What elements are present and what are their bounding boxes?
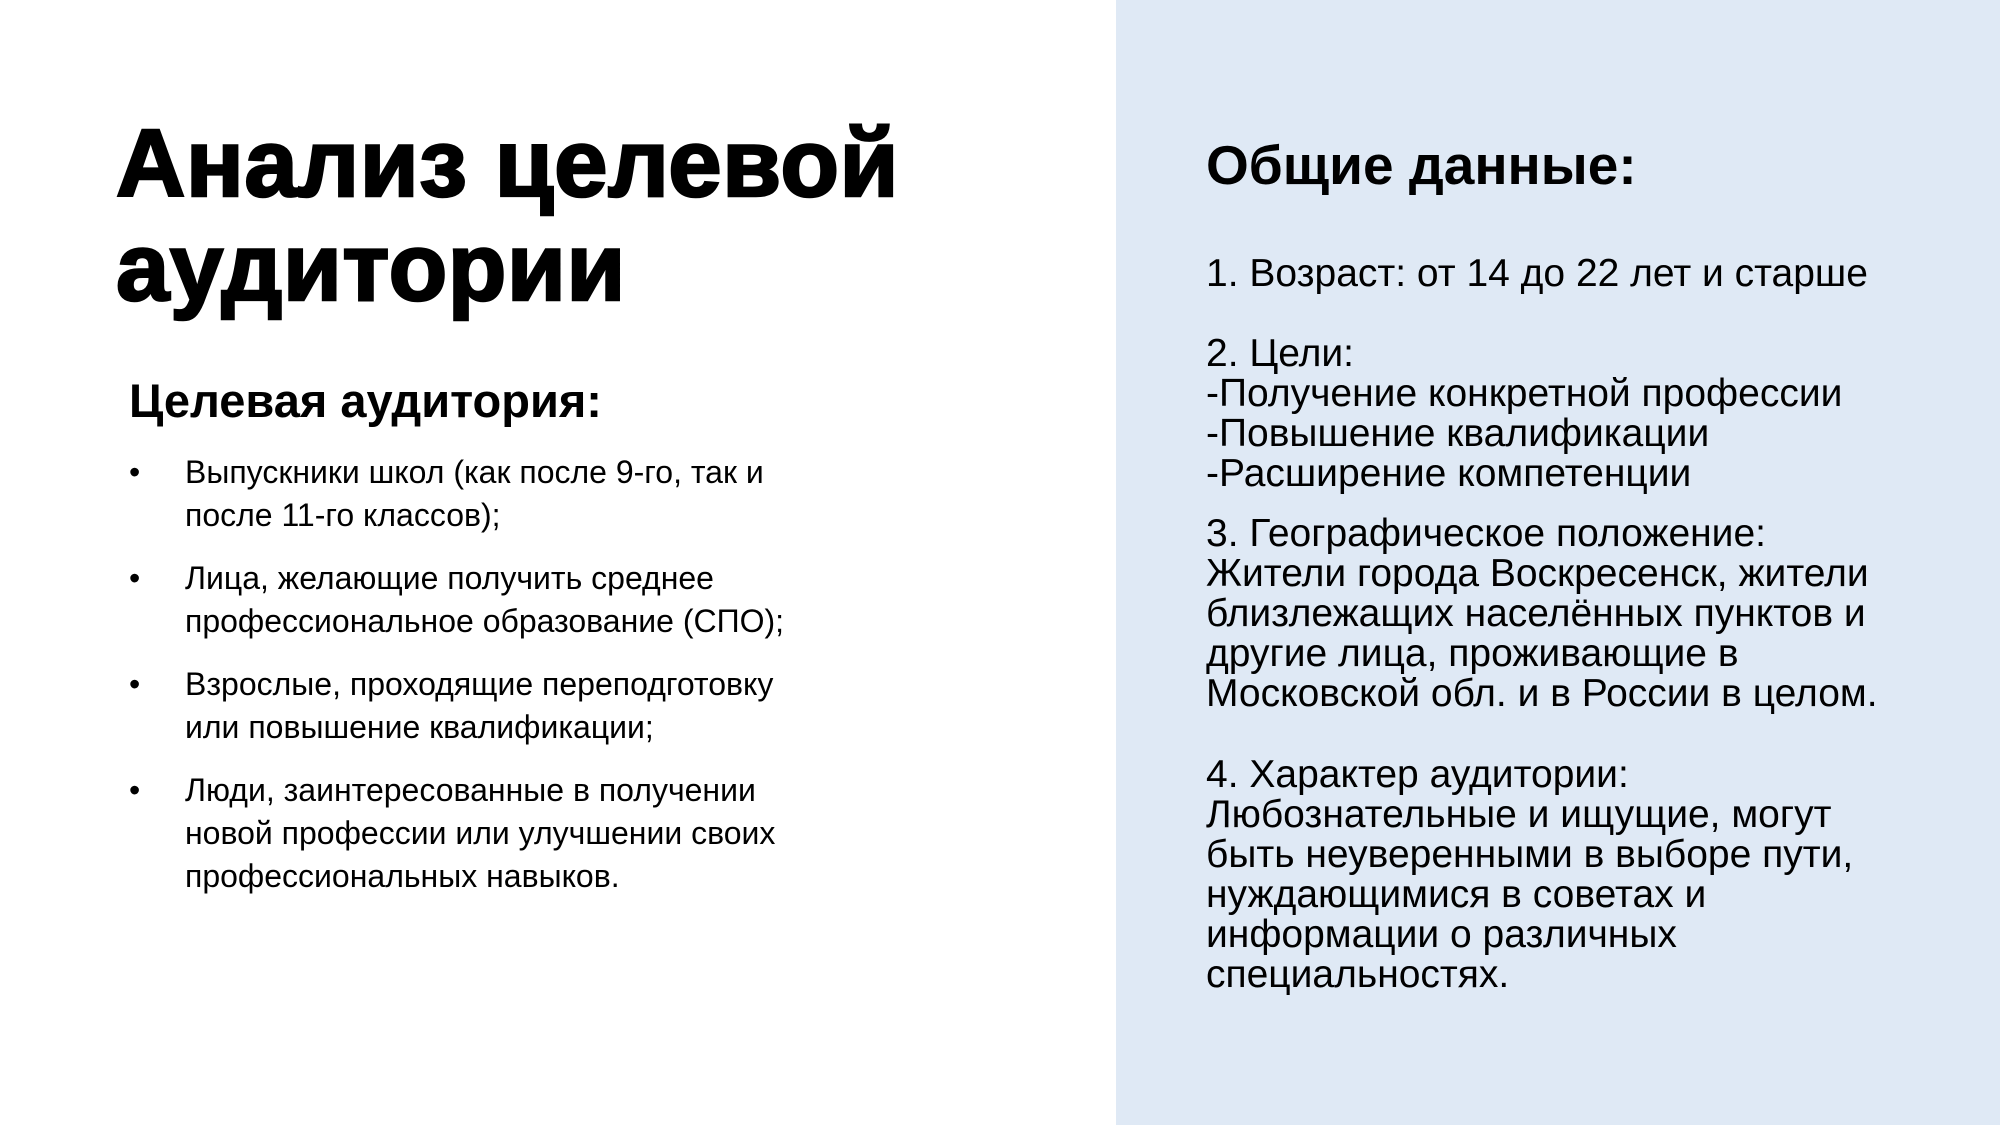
list-item-text: Взрослые, проходящие переподготовку: [185, 666, 774, 702]
geography-text: близлежащих населённых пунктов и: [1206, 592, 1866, 635]
character-text: специальностях.: [1206, 953, 1510, 996]
slide-title-line: Анализ целевой: [116, 110, 900, 217]
list-item-text: после 11-го классов);: [185, 497, 501, 533]
character-section: [1206, 755, 1986, 995]
geography-text: другие лица, проживающие в: [1206, 632, 1739, 675]
general-data-heading: Общие данные:: [1206, 134, 1637, 196]
list-item-text: профессиональное образование (СПО);: [185, 603, 785, 639]
character-text: быть неуверенными в выборе пути,: [1206, 833, 1854, 876]
list-item: [129, 451, 869, 537]
list-item-text: Лица, желающие получить среднее: [185, 560, 714, 596]
goals-item: -Повышение квалификации: [1206, 412, 1710, 455]
bullet-icon: •: [129, 666, 141, 702]
slide-title: [116, 112, 1096, 320]
character-text: нуждающимися в советах и: [1206, 873, 1707, 916]
list-item-text: профессиональных навыков.: [185, 858, 620, 894]
character-text: информации о различных: [1206, 913, 1677, 956]
list-item-text: новой профессии или улучшении своих: [185, 815, 776, 851]
character-title: 4. Характер аудитории:: [1206, 753, 1629, 796]
list-item-text: Выпускники школ (как после 9-го, так и: [185, 454, 764, 490]
goals-item: -Расширение компетенции: [1206, 452, 1692, 495]
bullet-icon: •: [129, 772, 141, 808]
age-section: [1206, 254, 1986, 294]
list-item-text: или повышение квалификации;: [185, 709, 654, 745]
list-item-text: Люди, заинтересованные в получении: [185, 772, 756, 808]
geography-text: Жители города Воскресенск, жители: [1206, 552, 1869, 595]
geography-text: Московской обл. и в России в целом.: [1206, 672, 1878, 715]
list-item: [129, 663, 869, 749]
target-audience-heading: Целевая аудитория:: [129, 374, 602, 427]
character-text: Любознательные и ищущие, могут: [1206, 793, 1832, 836]
geography-section: [1206, 514, 1986, 714]
slide-title-line: аудитории: [116, 214, 626, 321]
goals-item: -Получение конкретной профессии: [1206, 372, 1843, 415]
bullet-icon: •: [129, 454, 141, 490]
goals-section: [1206, 334, 1986, 494]
geography-title: 3. Географическое положение:: [1206, 512, 1766, 555]
list-item: [129, 557, 869, 643]
goals-title: 2. Цели:: [1206, 332, 1354, 375]
bullet-icon: •: [129, 560, 141, 596]
age-text: 1. Возраст: от 14 до 22 лет и старше: [1206, 252, 1868, 295]
target-audience-list: [129, 451, 869, 918]
list-item: [129, 769, 869, 898]
